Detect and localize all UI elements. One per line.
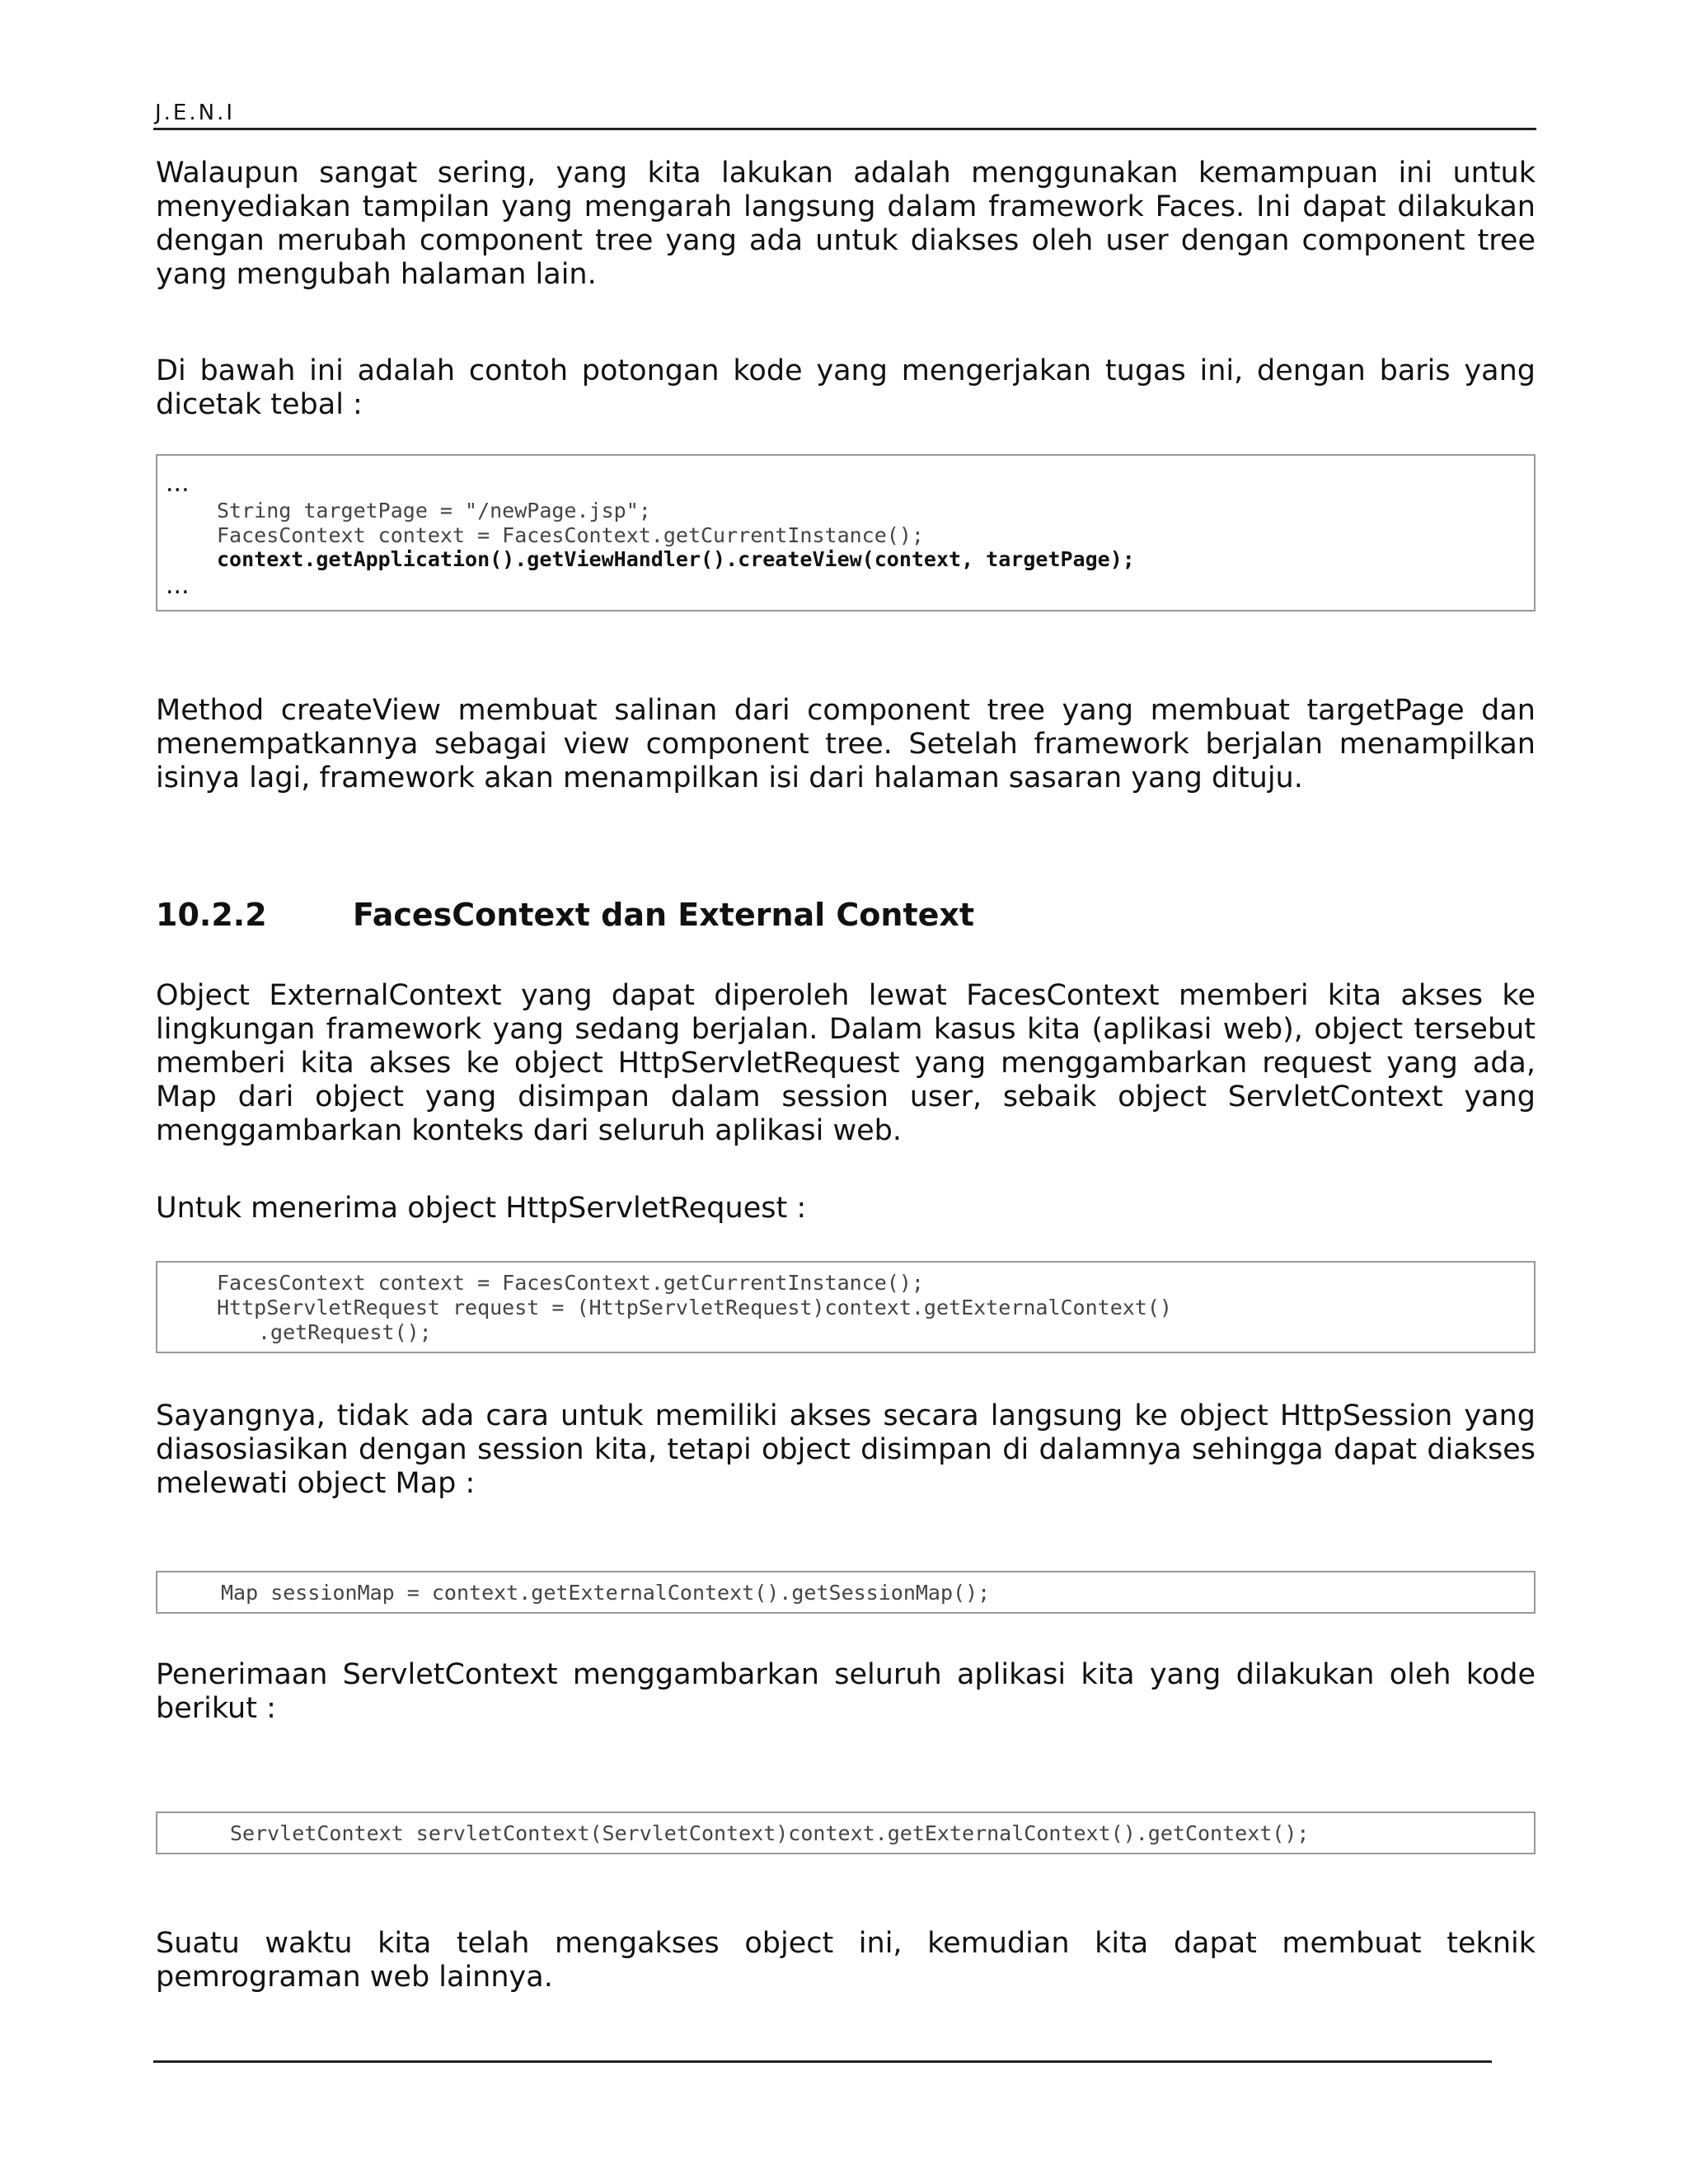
code-line: ServletContext servletContext(ServletContext)context.getExternalContext().getContext();: [230, 1821, 1310, 1845]
code-block-session-map: [156, 1571, 1536, 1614]
code-line: HttpServletRequest request = (HttpServletRequest)context.getExternalContext(): [217, 1296, 1172, 1319]
paragraph-session-intro: Sayangnya, tidak ada cara untuk memiliki akses secara langsung ke object HttpSession yang diasosiasikan dengan session kita, tetapi object disimpan di dalamnya sehingga dapat diakses melewati object Map :: [156, 1399, 1536, 1500]
code-line: FacesContext context = FacesContext.getCurrentInstance();: [217, 1271, 924, 1295]
code-ellipsis-bottom: ...: [166, 571, 190, 600]
section-title: FacesContext dan External Context: [353, 897, 975, 933]
paragraph-intro: Walaupun sangat sering, yang kita lakukan adalah menggunakan kemampuan ini untuk menyediakan tampilan yang mengarah langsung dalam framework Faces. Ini dapat dilakukan dengan merubah component tree yang ada untuk diakses oleh user dengan component tree yang mengubah halaman lain.: [156, 157, 1536, 291]
paragraph-external-context: Object ExternalContext yang dapat diperoleh lewat FacesContext memberi kita akses ke lingkungan framework yang sedang berjalan. Dalam kasus kita (aplikasi web), object tersebut memberi kita akses ke object HttpServletRequest yang menggambarkan request yang ada, Map dari object yang disimpan dalam session user, sebaik object ServletContext yang menggambarkan konteks dari seluruh aplikasi web.: [156, 979, 1536, 1147]
paragraph-create-view: Method createView membuat salinan dari component tree yang membuat targetPage dan menempatkannya sebagai view component tree. Setelah framework berjalan menampilkan isinya lagi, framework akan menampilkan isi dari halaman sasaran yang dituju.: [156, 694, 1536, 794]
footer-divider: [153, 2060, 1492, 2063]
code-block-request: [156, 1261, 1536, 1353]
code-block-create-view: [156, 454, 1536, 612]
paragraph-servlet-context-intro: Penerimaan ServletContext menggambarkan seluruh aplikasi kita yang dilakukan oleh kode berikut :: [156, 1658, 1536, 1725]
code-line: .getRequest();: [258, 1320, 432, 1344]
paragraph-request-intro: Untuk menerima object HttpServletRequest :: [156, 1192, 807, 1225]
section-heading: [156, 897, 974, 933]
code-block-servlet-context: [156, 1811, 1536, 1854]
section-number: 10.2.2: [156, 897, 267, 933]
paragraph-code-intro: Di bawah ini adalah contoh potongan kode yang mengerjakan tugas ini, dengan baris yang dicetak tebal :: [156, 354, 1536, 421]
code-line: String targetPage = "/newPage.jsp";: [217, 499, 651, 523]
code-line-bold: context.getApplication().getViewHandler().createView(context, targetPage);: [217, 547, 1135, 571]
header-divider: [153, 128, 1536, 130]
code-line: FacesContext context = FacesContext.getCurrentInstance();: [217, 523, 924, 547]
paragraph-closing: Suatu waktu kita telah mengakses object ini, kemudian kita dapat membuat teknik pemrograman web lainnya.: [156, 1927, 1536, 1994]
code-line: Map sessionMap = context.getExternalContext().getSessionMap();: [221, 1581, 991, 1605]
code-ellipsis-top: ...: [166, 469, 190, 498]
page-header-label: J.E.N.I: [155, 101, 236, 125]
